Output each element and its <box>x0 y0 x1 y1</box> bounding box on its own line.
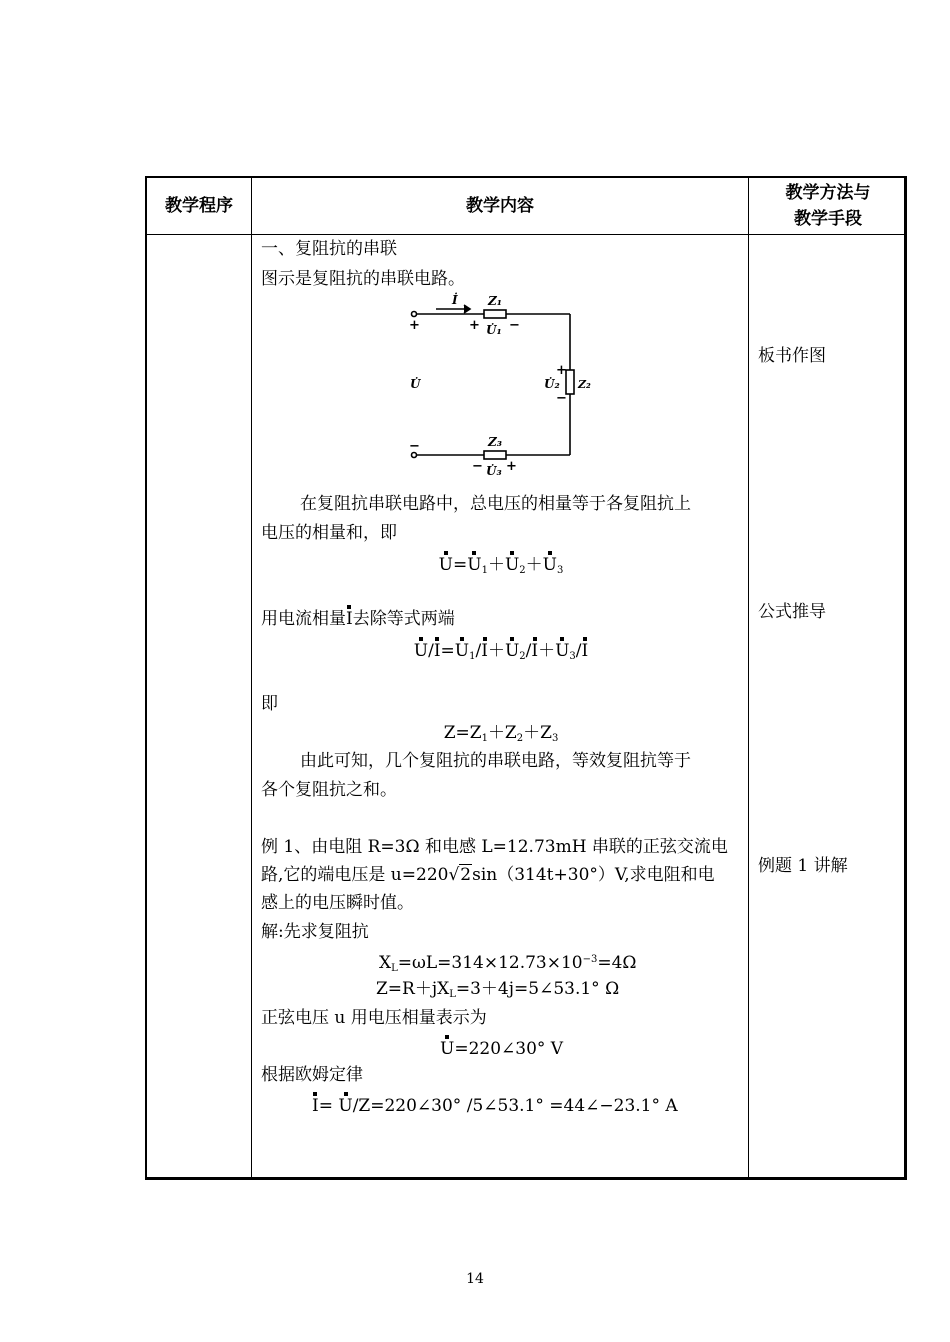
header-content: 教学内容 <box>466 196 534 216</box>
page-number: 14 <box>466 1271 484 1287</box>
section-title: 一、复阻抗的串联 <box>261 239 397 259</box>
terminal-minus: − <box>409 439 420 454</box>
example-line1: 例 1、由电阻 R=3Ω 和电感 L=12.73mH 串联的正弦交流电 <box>261 837 728 857</box>
label-z1: Z₁ <box>488 294 503 308</box>
kvl-formula: $U=U_1+U_2+U_3$ <box>261 552 741 584</box>
i-result-formula: I= U/Z=220∠30° /5∠53.1° =44∠−23.1° A <box>312 1093 678 1119</box>
divide-formula: $U/I=U_1/I+U_2/I+U_3/I$ <box>261 638 741 670</box>
u-phasor-formula: U=220∠30° V <box>440 1036 563 1062</box>
phasor-text: 正弦电压 u 用电压相量表示为 <box>261 1008 487 1028</box>
z2-minus: − <box>556 391 567 406</box>
header-method-line1: 教学方法与 <box>785 183 871 203</box>
column-divider-1 <box>251 178 252 1177</box>
z1-minus: − <box>509 318 520 333</box>
series-circuit-diagram <box>402 292 591 482</box>
ohm-law-text: 根据欧姆定律 <box>261 1065 363 1085</box>
intro-text: 图示是复阻抗的串联电路。 <box>261 269 465 289</box>
para2: 用电流相量I去除等式两端 <box>261 606 455 632</box>
ji-text: 即 <box>261 694 278 714</box>
label-u: U̇ <box>410 377 421 391</box>
header-method <box>749 178 907 234</box>
header-method-line2: 教学手段 <box>794 209 862 229</box>
example-line3: 感上的电压瞬时值。 <box>261 893 414 913</box>
label-current: İ <box>452 293 458 307</box>
terminal-plus: + <box>409 318 420 333</box>
para3-line2: 各个复阻抗之和。 <box>261 780 397 800</box>
label-u3: U̇₃ <box>486 464 502 478</box>
para1-line1: 在复阻抗串联电路中，总电压的相量等于各复阻抗上 <box>300 494 691 514</box>
z2-plus: + <box>556 363 567 378</box>
method-board-drawing: 板书作图 <box>758 346 826 366</box>
method-example: 例题 1 讲解 <box>758 856 848 876</box>
z3-plus: + <box>506 459 517 474</box>
example-line2: 路,它的端电压是 u=220√2sin（314t+30°）V,求电阻和电 <box>261 865 715 885</box>
para1-line2: 电压的相量和，即 <box>261 523 397 543</box>
header-procedure: 教学程序 <box>165 196 233 216</box>
z-formula: $Z=R+jX_L=3+4j=5\angle 53.1^\circ$ Ω <box>376 979 620 1000</box>
label-z3: Z₃ <box>488 435 503 449</box>
column-divider-2 <box>748 178 749 1177</box>
label-z2: Z₂ <box>578 378 591 391</box>
label-u1: U̇₁ <box>486 323 502 337</box>
xl-formula: $X_L=\omega L=314\times 12.73\times 10^{-3}=4\Omega$ <box>379 953 637 974</box>
header-divider <box>147 234 904 235</box>
z1-plus: + <box>469 318 480 333</box>
para3-line1: 由此可知，几个复阻抗的串联电路，等效复阻抗等于 <box>300 751 691 771</box>
solution-text: 解:先求复阻抗 <box>261 922 369 942</box>
label-u2: U̇₂ <box>544 377 560 391</box>
z-sum-formula: $Z=Z_1+Z_2+Z_3$ <box>443 723 559 744</box>
z3-minus: − <box>472 459 483 474</box>
method-derivation: 公式推导 <box>758 602 826 622</box>
